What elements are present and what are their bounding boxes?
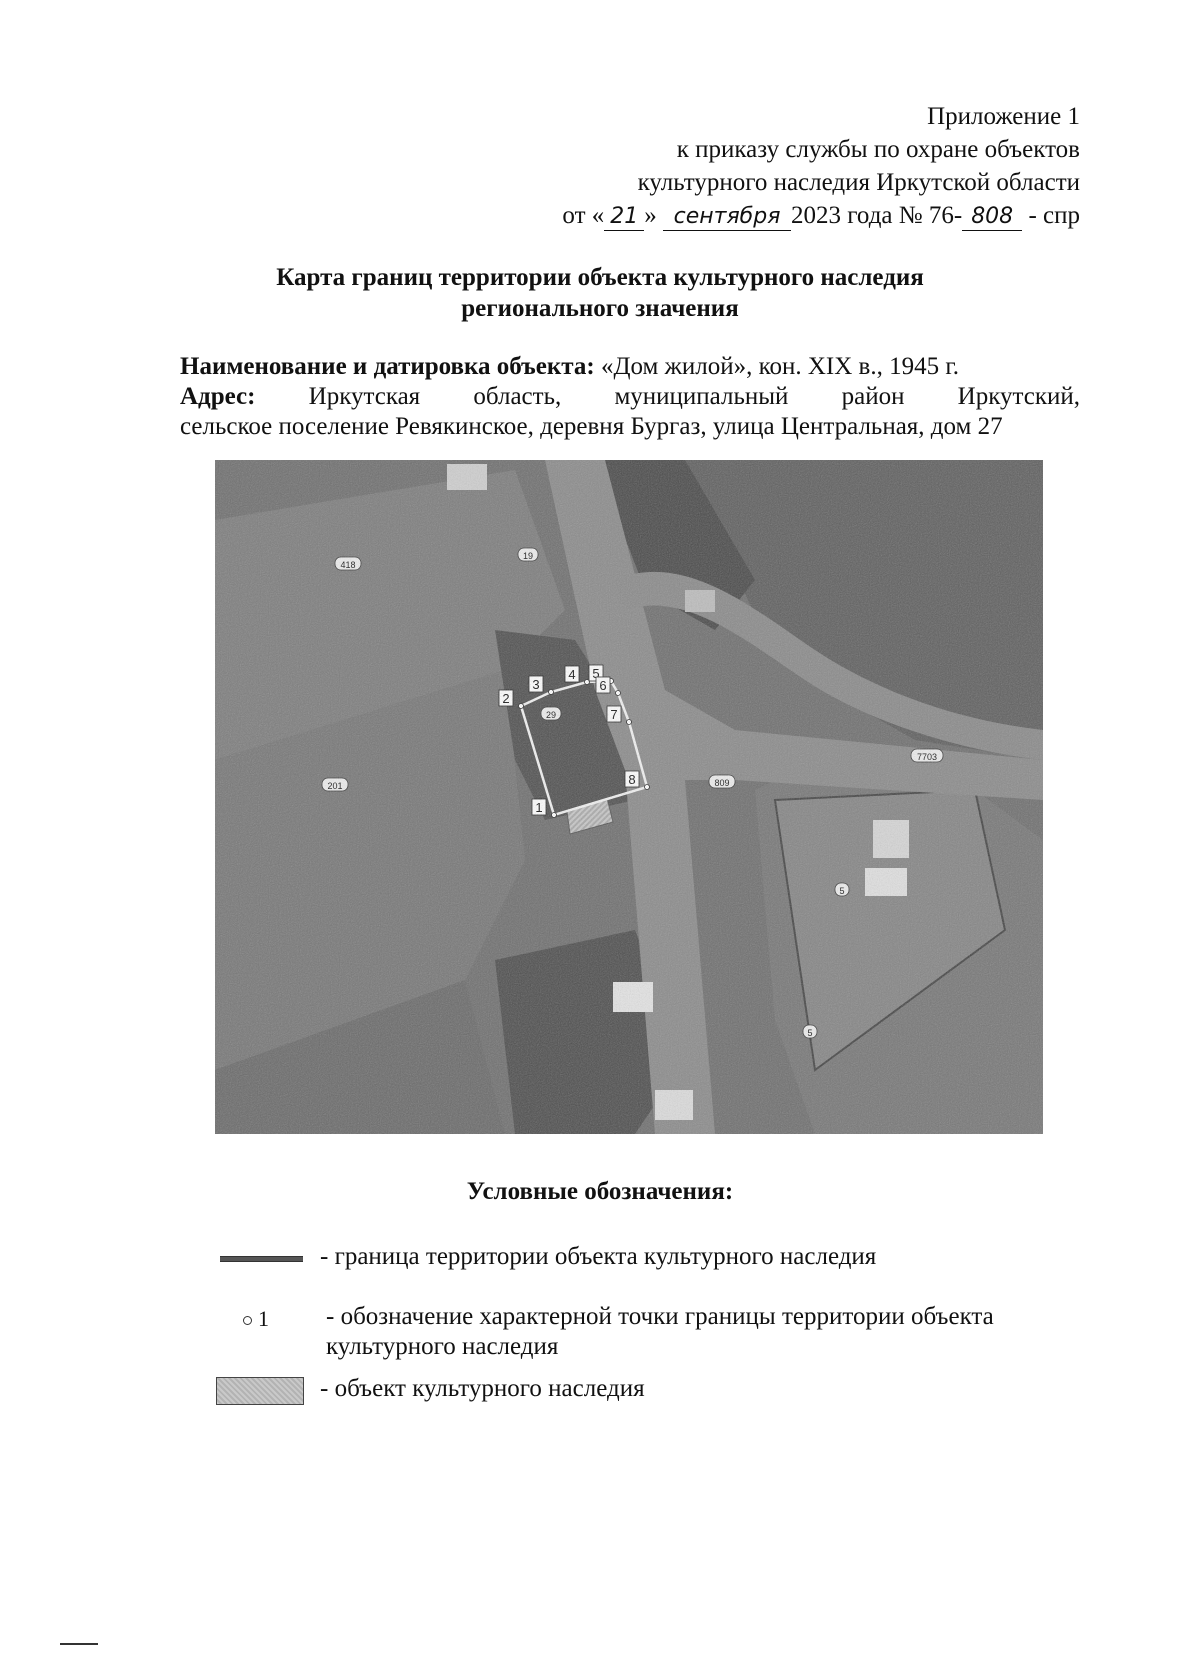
appendix-date-line [562,199,1080,232]
date-prefix: от « [562,202,605,229]
legend-boundary-text: - граница территории объекта культурного наследия [320,1243,877,1270]
address-line-2: сельское поселение Ревякинское, деревня Бургаз, улица Центральная, дом 27 [180,413,1003,440]
document-title [0,262,1200,324]
object-name-value: «Дом жилой», кон. XIX в., 1945 г. [600,353,960,380]
title-line-2: регионального значения [461,295,739,322]
address-word: Иркутский, [957,383,1080,410]
legend-point-symbol [243,1306,269,1332]
address-word: область, [473,383,562,410]
map-grain [215,460,1043,1134]
appendix-header [562,100,1080,232]
map-canvas [215,460,1043,1134]
legend-point-line-2: культурного наследия [326,1333,559,1360]
object-name-label: Наименование и датировка объекта: [180,353,595,380]
date-month: сентября [663,204,791,231]
address-row [180,382,1080,412]
date-day: 21 [604,204,644,231]
date-year: 2023 года № 76- [791,202,963,229]
date-mid: » [644,202,657,229]
address-word: район [841,383,905,410]
order-number: 808 [962,204,1022,231]
appendix-order-line: к приказу службы по охране объектов [676,136,1080,163]
point-marker-icon [243,1316,252,1325]
object-name-row [180,352,1080,382]
appendix-number: Приложение 1 [927,103,1080,130]
title-line-1: Карта границ территории объекта культурного наследия [276,264,924,291]
appendix-service-line: культурного наследия Иркутской области [637,169,1080,196]
legend-point-line-1: - обозначение характерной точки границы территории объекта [326,1303,994,1330]
legend-point-number: 1 [258,1306,269,1331]
address-word: Иркутская [308,383,421,410]
object-info [180,352,1080,442]
legend-title: Условные обозначения: [466,1178,734,1205]
satellite-map[interactable] [215,460,1043,1134]
legend-boundary-symbol [220,1256,303,1262]
legend-point-text [326,1302,994,1362]
address-word: муниципальный [614,383,789,410]
page-mark [60,1643,98,1645]
legend-object-text: - объект культурного наследия [320,1375,645,1402]
order-suffix: - спр [1028,202,1080,229]
address-label: Адрес: [180,383,256,410]
legend-object-symbol [216,1377,304,1405]
